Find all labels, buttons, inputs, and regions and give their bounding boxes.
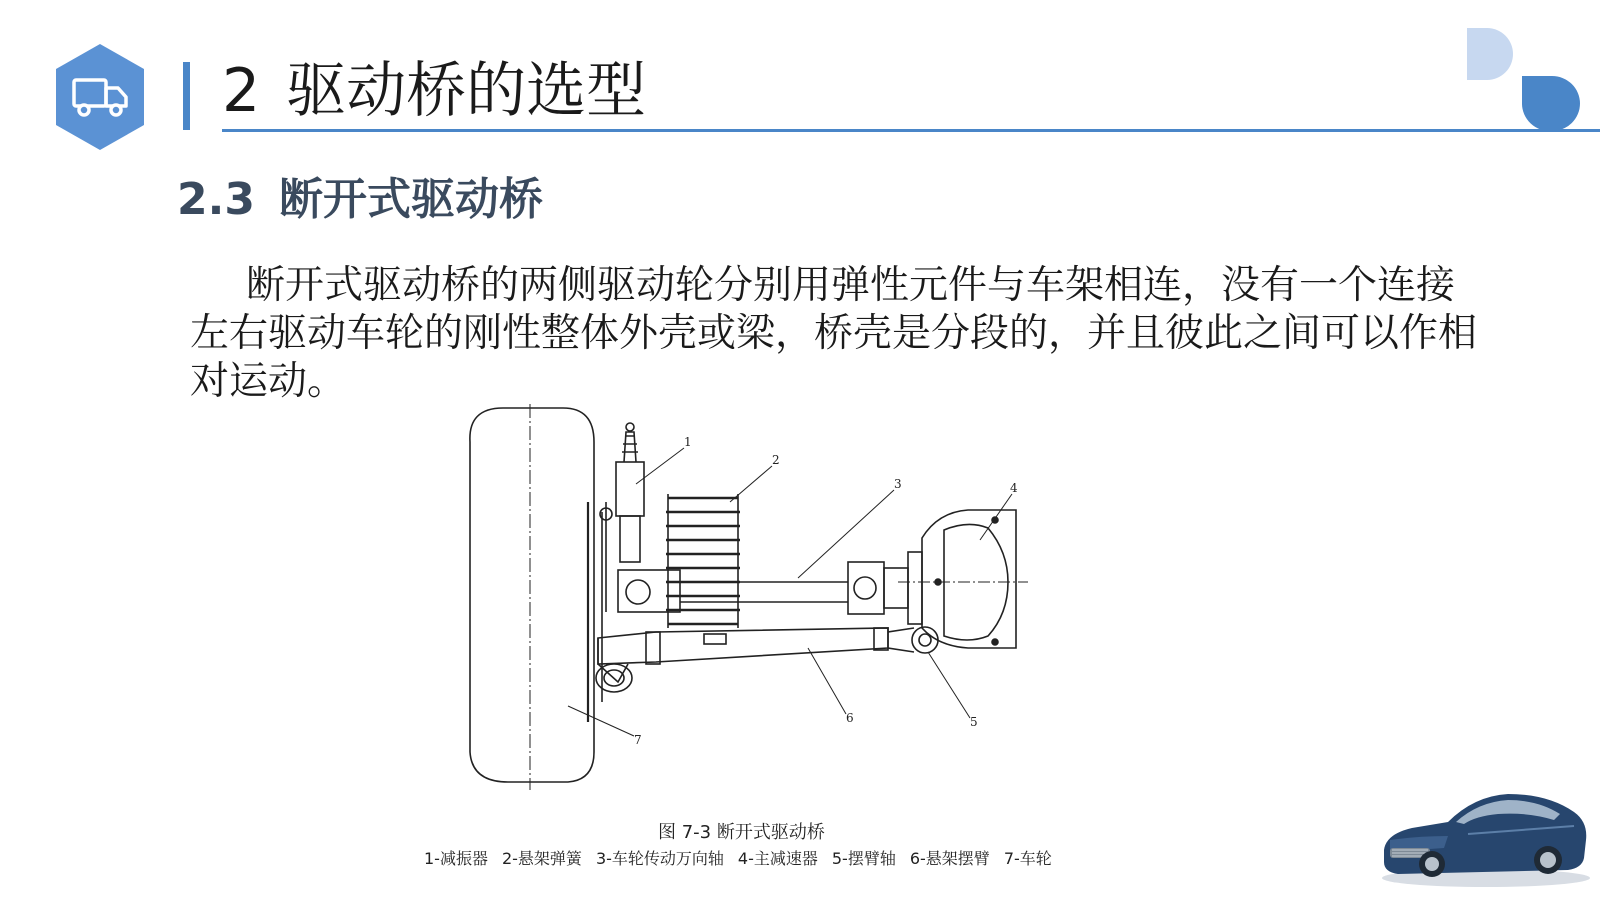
title-underline — [222, 129, 1600, 132]
corner-decoration-light — [1467, 28, 1513, 80]
legend-item: 6-悬架摆臂 — [909, 849, 990, 868]
part-label-4: 4 — [1010, 481, 1018, 495]
figure-legend — [424, 846, 1084, 869]
shock-absorber-drawing — [600, 423, 644, 612]
car-image — [1378, 778, 1590, 890]
corner-decoration-dark — [1522, 76, 1580, 131]
header-badge — [52, 42, 148, 152]
legend-item: 3-车轮传动万向轴 — [595, 849, 724, 868]
body-paragraph: 断开式驱动桥的两侧驱动轮分别用弹性元件与车架相连，没有一个连接左右驱动车轮的刚性整体外壳或梁，桥壳是分段的，并且彼此之间可以作相对运动。 — [190, 263, 1478, 404]
section-number: 2.3 — [177, 174, 255, 225]
section-title — [177, 172, 543, 228]
legend-item: 2-悬架弹簧 — [501, 849, 582, 868]
legend-item: 7-车轮 — [1003, 849, 1052, 868]
page-title — [222, 48, 646, 134]
title-accent-bar — [183, 62, 190, 130]
part-label-1: 1 — [684, 435, 692, 449]
part-label-2: 2 — [772, 453, 780, 467]
final-drive-drawing — [898, 510, 1028, 648]
wheel-drawing — [470, 404, 602, 790]
part-number-labels — [634, 435, 1018, 747]
page-title-text: 驱动桥的选型 — [286, 56, 647, 126]
page-title-number: 2 — [222, 56, 261, 126]
part-label-3: 3 — [894, 477, 902, 491]
legend-item: 4-主减速器 — [737, 849, 818, 868]
figure-caption: 图 7-3 断开式驱动桥 — [658, 822, 825, 843]
part-label-7: 7 — [634, 733, 642, 747]
legend-item: 5-摆臂轴 — [831, 849, 896, 868]
section-title-text: 断开式驱动桥 — [278, 174, 543, 225]
part-label-6: 6 — [846, 711, 854, 725]
legend-item: 1-减振器 — [424, 849, 488, 868]
part-label-5: 5 — [970, 715, 978, 729]
drive-axle-diagram — [468, 402, 1048, 802]
drive-shaft-drawing — [618, 552, 922, 624]
coil-spring-drawing — [666, 494, 740, 628]
leader-lines — [568, 448, 1012, 736]
swing-arm-drawing — [596, 627, 938, 692]
